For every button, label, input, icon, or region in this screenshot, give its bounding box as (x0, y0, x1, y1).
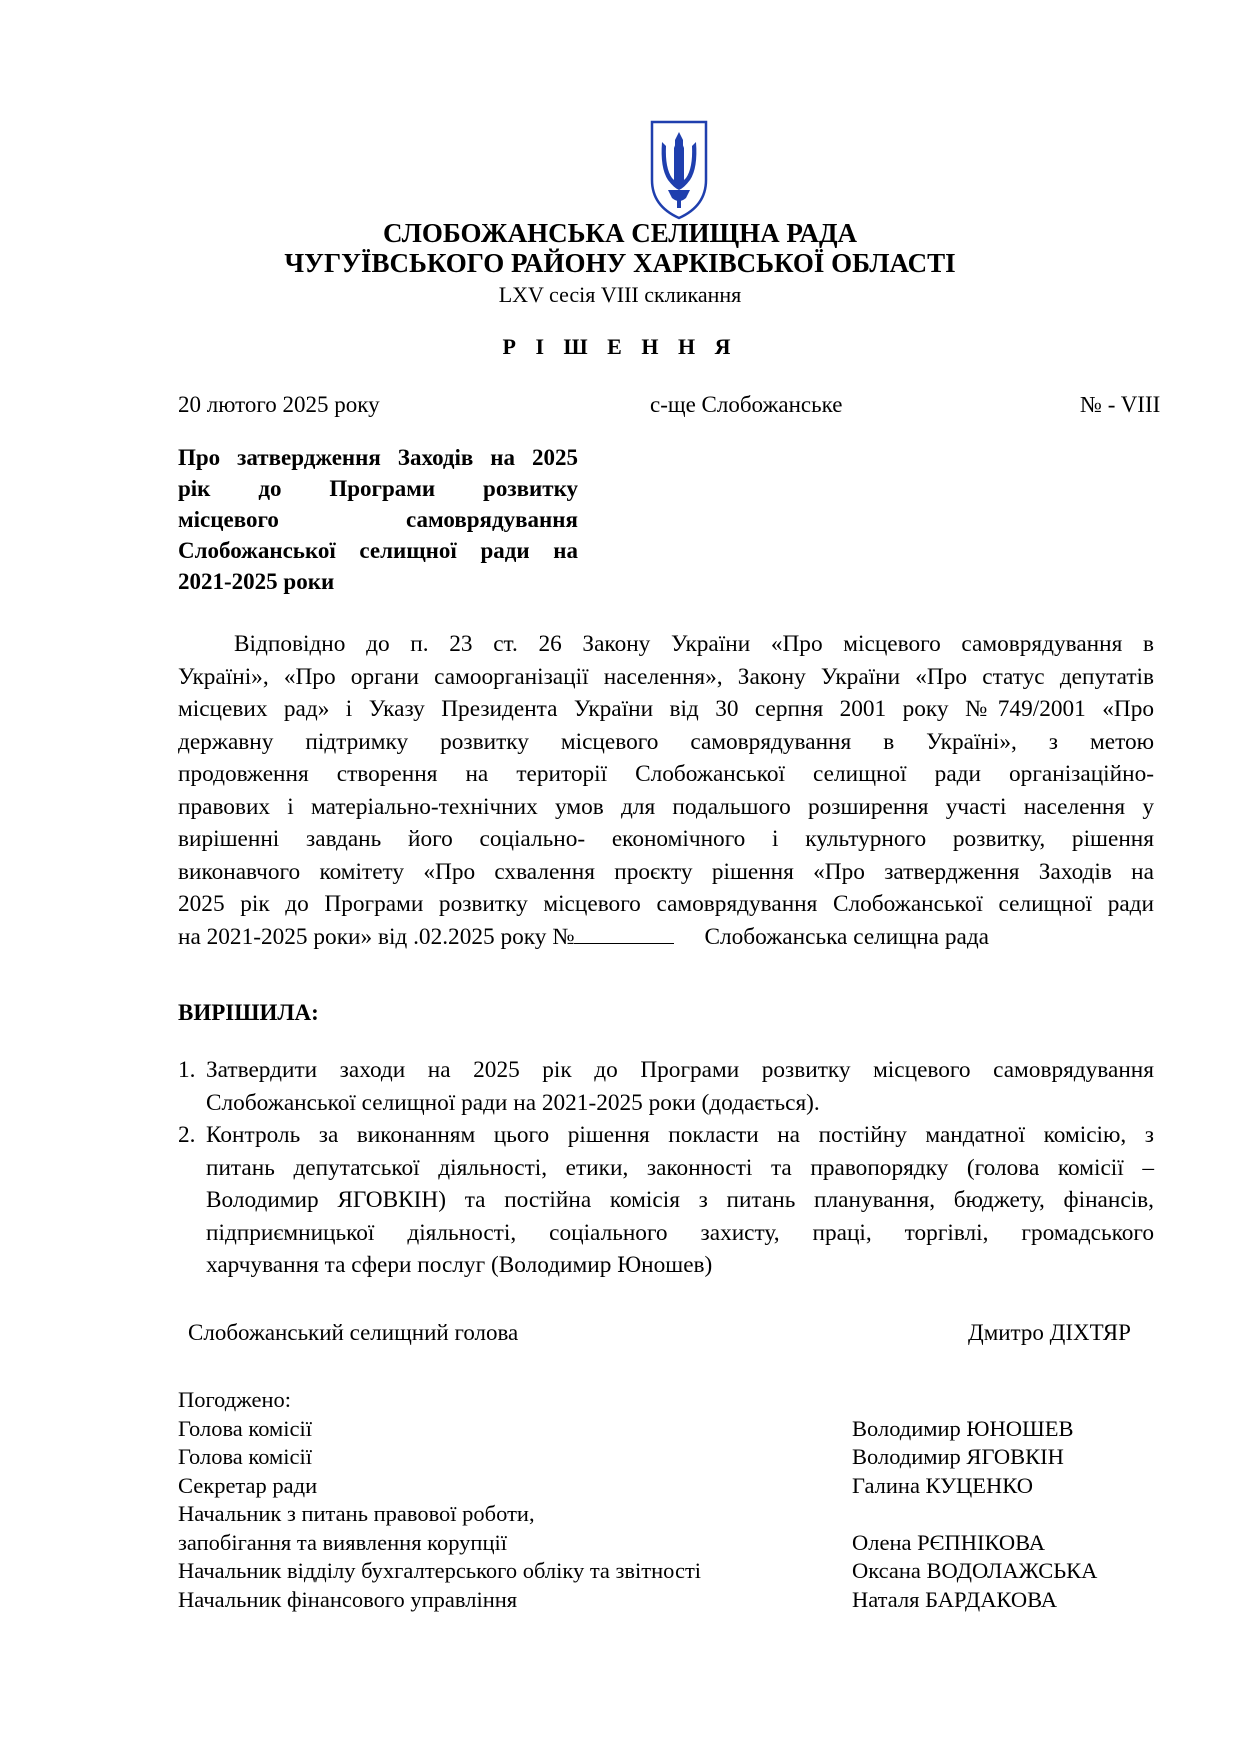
preamble-line: 2025 рік до Програми розвитку місцевого самоврядування Слобожанської селищної ради (178, 891, 1154, 917)
session-line: LXV сесія VIII скликання (498, 282, 742, 307)
approval-row (178, 1500, 1154, 1529)
preamble-line: вирішенні завдань його соціально- економічного і культурного розвитку, рішення (178, 826, 1154, 852)
approver-position: Секретар ради (178, 1472, 318, 1498)
approval-row (178, 1443, 1154, 1472)
approver-name: Володимир ЮНОШЕВ (852, 1415, 1074, 1441)
item-line: питань депутатської діяльності, етики, законності та правопорядку (голова комісії – (206, 1154, 1154, 1181)
preamble-line: виконавчого комітету «Про схвалення проєкту рішення «Про затвердження Заходів на (178, 858, 1154, 885)
approval-row (178, 1529, 1154, 1558)
approver-name: Оксана ВОДОЛАЖСЬКА (852, 1558, 1098, 1583)
resolution-item (178, 1119, 1154, 1282)
decision-subject (178, 442, 578, 597)
decision-number: № - VIII (1080, 392, 1161, 417)
approver-name: Галина КУЦЕНКО (852, 1472, 1033, 1498)
approver-name: Наталя БАРДАКОВА (852, 1586, 1057, 1612)
approver-name: Володимир ЯГОВКІН (852, 1444, 1064, 1469)
signatory-name: Дмитро ДІХТЯР (968, 1320, 1131, 1345)
approver-name: Олена РЄПНІКОВА (852, 1529, 1046, 1555)
approvals-heading-label: Погоджено: (178, 1387, 291, 1412)
subject-line: 2021-2025 роки (178, 569, 335, 594)
item-line: Контроль за виконанням цього рішення покласти на постійну мандатної комісію, з (206, 1122, 1154, 1148)
preamble-paragraph (178, 628, 1154, 953)
item-line: підприємницької діяльності, соціального захисту, праці, торгівлі, громадського (206, 1219, 1154, 1246)
preamble-line: Відповідно до п. 23 ст. 26 Закону України «Про місцевого самоврядування в (234, 631, 1154, 657)
approval-row (178, 1472, 1154, 1501)
preamble-line: Україні», «Про органи самоорганізації населення», Закону України «Про статус депутатів (178, 663, 1154, 690)
approval-row (178, 1415, 1154, 1444)
approver-position: Голова комісії (178, 1415, 312, 1441)
approver-position: Начальник відділу бухгалтерського обліку та звітності (178, 1558, 702, 1583)
approver-position: Начальник з питань правової роботи, (178, 1501, 535, 1526)
decision-date: 20 лютого 2025 року (178, 392, 380, 417)
item-line: Володимир ЯГОВКІН) та постійна комісія з питань планування, бюджету, фінансів, (206, 1187, 1154, 1213)
subject-line: місцевого самоврядування (178, 507, 578, 532)
item-line: Слобожанської селищної ради на 2021-2025 роки (додається). (206, 1089, 820, 1116)
resolution-items (178, 1054, 1154, 1282)
approvals-heading (178, 1386, 1154, 1415)
approval-row (178, 1586, 1154, 1615)
item-number: 2. (178, 1122, 196, 1148)
approver-position: Голова комісії (178, 1444, 312, 1469)
blank-number-field (574, 921, 674, 944)
preamble-line-start: на 2021-2025 роки» від .02.2025 року № (178, 923, 575, 950)
subject-line: Слобожанської селищної ради на (178, 538, 578, 563)
resolved-heading: ВИРІШИЛА: (178, 1000, 319, 1025)
preamble-line: продовження створення на території Слобожанської селищної ради організаційно- (178, 761, 1154, 787)
document-type: Р І Ш Е Н Н Я (502, 334, 738, 359)
item-line: харчування та сфери послуг (Володимир Юношев) (206, 1252, 713, 1278)
approvals-block (178, 1386, 1154, 1614)
coat-of-arms-icon (648, 118, 710, 222)
item-number: 1. (178, 1057, 196, 1083)
signatory-position: Слобожанський селищний голова (188, 1320, 519, 1345)
council-name: СЛОБОЖАНСЬКА СЕЛИЩНА РАДА (382, 218, 858, 248)
subject-line: рік до Програми розвитку (178, 476, 578, 501)
preamble-line-end: Слобожанська селищна рада (704, 923, 990, 950)
approval-row (178, 1557, 1154, 1586)
preamble-line: правових і матеріально-технічних умов для подальшого розширення участі населення у (178, 793, 1154, 820)
district-name: ЧУГУЇВСЬКОГО РАЙОНУ ХАРКІВСЬКОЇ ОБЛАСТІ (284, 248, 956, 278)
preamble-line: державну підтримку розвитку місцевого самоврядування в Україні», з метою (178, 728, 1154, 755)
item-line: Затвердити заходи на 2025 рік до Програми розвитку місцевого самоврядування (206, 1057, 1154, 1083)
resolution-item (178, 1054, 1154, 1119)
subject-line: Про затвердження Заходів на 2025 (178, 445, 578, 470)
preamble-last-line (178, 921, 1154, 954)
decision-place: с-ще Слобожанське (650, 392, 843, 417)
approver-position: Начальник фінансового управління (178, 1586, 518, 1612)
preamble-line: місцевих рад» і Указу Президента України від 30 серпня 2001 року №749/2001 «Про (178, 696, 1154, 722)
approver-position: запобігання та виявлення корупції (178, 1529, 507, 1555)
